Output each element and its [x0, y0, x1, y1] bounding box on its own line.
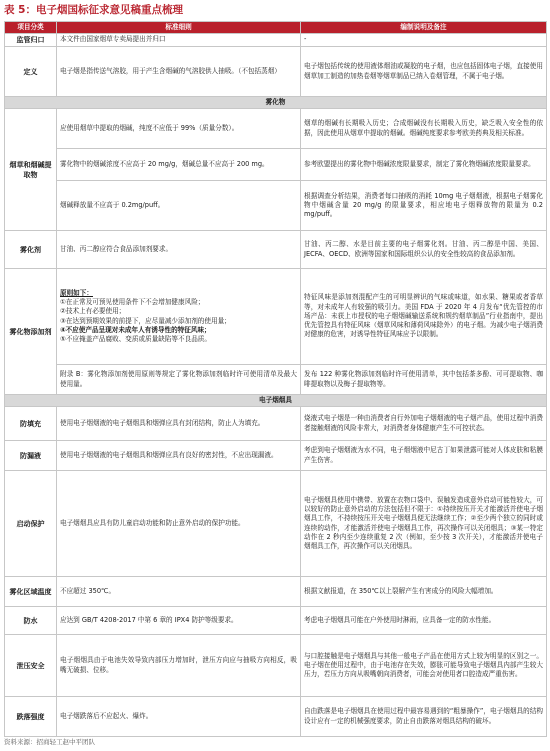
category-cell: 启动保护 [5, 471, 57, 577]
note-cell: 烟草的烟碱有长期吸入历史；合成烟碱没有长期吸入历史，缺乏吸入安全性的依据，因此使用从烟草中提取的烟碱。烟碱纯度要求参考欧美药典及相关标准。 [301, 109, 547, 149]
source-note: 资料来源：招商轻工赵中平团队 [4, 738, 95, 746]
standard-cell: 不应超过 350℃。 [57, 577, 301, 607]
standard-cell: 烟碱释放量不应高于 0.2mg/puff。 [57, 181, 301, 231]
standard-cell: 雾化物中的烟碱浓度不应高于 20 mg/g，烟碱总量不应高于 200 mg。 [57, 149, 301, 181]
section-row [5, 395, 547, 407]
category-cell: 烟草和烟碱提取物 [5, 109, 57, 231]
note-cell: 根据调查分析结果，消费者每口抽吸的消耗 10mg 电子烟烟液，根据电子烟雾化物中烟碱含量 20 mg/g 的限量要求，相应地电子烟释放物的限量为 0.2 mg/puff。 [301, 181, 547, 231]
standard-cell: 使用电子烟烟液的电子烟烟具和烟弹应具有封闭结构，防止人为填充。 [57, 407, 301, 441]
standard-cell: 电子烟烟具由于电池失效导致内部压力增加时，泄压方向应与抽吸方向相反，吸嘴无破损、位移。 [57, 635, 301, 697]
table-row [5, 407, 547, 441]
principle-title: 原则如下： [60, 288, 93, 297]
header-notes: 编制说明及备注 [301, 22, 547, 34]
note-cell: 发布 122 种雾化物添加剂临时许可使用清单，其中包括茶多酚、可可提取物、咖啡提取物以及梅子提取物等。 [301, 365, 547, 395]
category-cell: 雾化物添加剂 [5, 269, 57, 395]
table-row [5, 697, 547, 737]
table-row [5, 109, 547, 149]
table-row [5, 635, 547, 697]
principle-item: ①在正常及可预见使用条件下不会增加健康风险； [60, 298, 205, 307]
table-row [5, 149, 547, 181]
note-cell: - [301, 34, 547, 47]
category-cell: 雾化区域温度 [5, 577, 57, 607]
note-cell: 根据文献报道，在 350℃以上裂解产生有害成分的风险大幅增加。 [301, 577, 547, 607]
table-title: 表 5：电子烟国标征求意见稿重点梳理 [4, 4, 183, 16]
category-cell: 防漏液 [5, 441, 57, 471]
category-cell: 防水 [5, 607, 57, 635]
category-cell: 雾化剂 [5, 231, 57, 269]
standard-cell: 甘油、丙二醇应符合食品添加剂要求。 [57, 231, 301, 269]
category-cell: 防填充 [5, 407, 57, 441]
table-row [5, 471, 547, 577]
header-category: 项目分类 [5, 22, 57, 34]
standard-cell: 附录 B：雾化物添加剂使用原则等规定了雾化物添加剂临时许可使用清单及最大使用量。 [57, 365, 301, 395]
section-row [5, 97, 547, 109]
category-cell: 跌落强度 [5, 697, 57, 737]
header-standard: 标准细则 [57, 22, 301, 34]
standard-cell: 应达到 GB/T 4208-2017 中第 6 章的 IPX4 防护等级要求。 [57, 607, 301, 635]
category-cell: 泄压安全 [5, 635, 57, 697]
principle-item: ②技术上有必要使用； [60, 307, 126, 316]
table-row [5, 365, 547, 395]
note-cell: 甘油、丙二醇、水是目前主要的电子烟雾化剂。甘油、丙二醇是中国、美国、JECFA、OECD、欧洲等国家和国际组织公认的安全性较高的食品添加剂。 [301, 231, 547, 269]
note-cell: 电子烟烟具使用中携带、放置在衣物口袋中、误触发造成意外启动可能性较大，可以较好的防止意外启动的方法包括但不限于：①持续按压开关才能激活并使电子烟烟具工作，不持续按压开关电子烟烟具便无法继续工作；②至少两个独立的同时或连续的动作，才能激活并使电子烟烟具工作，再次操作可以关闭烟具；③某一特定动作在 2 秒内至少连续重复 2 次（例如，至少按 3 次开关），才能激活并使电子烟烟具工作，再次操作可以关闭烟具。 [301, 471, 547, 577]
table-row [5, 441, 547, 471]
note-cell: 电子烟包括传统的使用液体烟油或凝胶的电子烟，也应包括固体电子烟，直接使用烟草加工制造的加热卷烟等烟草制品已纳入卷烟管理，不属于电子烟。 [301, 47, 547, 97]
table-row [5, 607, 547, 635]
table-row [5, 34, 547, 47]
standard-cell: 电子烟跌落后不应起火、爆炸。 [57, 697, 301, 737]
principle-item: ③在达到预期效果的前提下，应尽量减少添加剂的使用量； [60, 316, 231, 325]
table-row [5, 231, 547, 269]
standard-cell: 电子烟烟具应具有防儿童启动功能和防止意外启动的保护功能。 [57, 471, 301, 577]
note-cell: 考虑电子烟烟具可能在户外使用时淋雨，应具备一定的防水性能。 [301, 607, 547, 635]
header-row [5, 22, 547, 34]
standard-cell: 电子烟是指传送气溶胶，用于产生含烟碱的气溶胶供人抽吸。（不包括蒸烟） [57, 47, 301, 97]
principle-item: ⑤不应掩盖产品腐败、变质或质量缺陷等不良品质。 [60, 334, 211, 343]
standard-cell [57, 269, 301, 365]
section-title-device: 电子烟烟具 [5, 395, 547, 407]
category-cell: 监管归口 [5, 34, 57, 47]
table-row [5, 577, 547, 607]
principle-item: ④不应使产品呈现对未成年人有诱导性的特征风味； [60, 325, 211, 334]
standards-table [4, 21, 547, 737]
note-cell: 烧液式电子烟是一种由消费者自行外加电子烟烟液的电子烟产品，使用过程中消费者接触烟液的风险非常大，对消费者身体健康产生不可控状态。 [301, 407, 547, 441]
note-cell: 自由跌落是电子烟烟具在使用过程中最容易遇到的“粗暴操作”，电子烟烟具的结构设计应有一定的机械强度要求，防止自由跌落对烟具结构的破坏。 [301, 697, 547, 737]
table-row [5, 181, 547, 231]
standard-cell: 本文件由国家烟草专卖局提出并归口 [57, 34, 301, 47]
note-cell: 特征风味是添加剂混配产生的可明显辨识的气味或味道，如水果、糖果或者香草等，对未成年人有较强的吸引力。美国 FDA 于 2020 年 4 月发布“优先管控的市场产品：未获上市授权的电子烟烟碱输送系统和规约烟草制品”行业指南中，提出优先管控具有特征风味（烟草风味和薄荷风味除外）的电子烟。为减少电子烟消费对健康的危害，对诱导性特征风味应予以限制。 [301, 269, 547, 365]
note-cell: 与口腔接触是电子烟烟具与其他一般电子产品在使用方式上较为明显的区别之一。电子烟在使用过程中，由于电池存在失效，膨胀可能导致电子烟烟具内部产生较大压力，若压力方向从吸嘴朝向消费者，可能会对使用者口腔造成严重伤害。 [301, 635, 547, 697]
note-cell: 参考欧盟提出的雾化物中烟碱浓度限量要求，制定了雾化物烟碱浓度限量要求。 [301, 149, 547, 181]
category-cell: 定义 [5, 47, 57, 97]
table-row [5, 47, 547, 97]
note-cell: 考虑到电子烟烟液为水不同，电子烟烟液中尼古丁如果泄露可能对人体皮肤和粘膜产生伤害。 [301, 441, 547, 471]
standard-cell: 应使用烟草中提取的烟碱，纯度不应低于 99%（质量分数）。 [57, 109, 301, 149]
standard-cell: 使用电子烟烟液的电子烟烟具和烟弹应具有良好的密封性，不应出现漏液。 [57, 441, 301, 471]
section-title-atomized: 雾化物 [5, 97, 547, 109]
table-row [5, 269, 547, 365]
